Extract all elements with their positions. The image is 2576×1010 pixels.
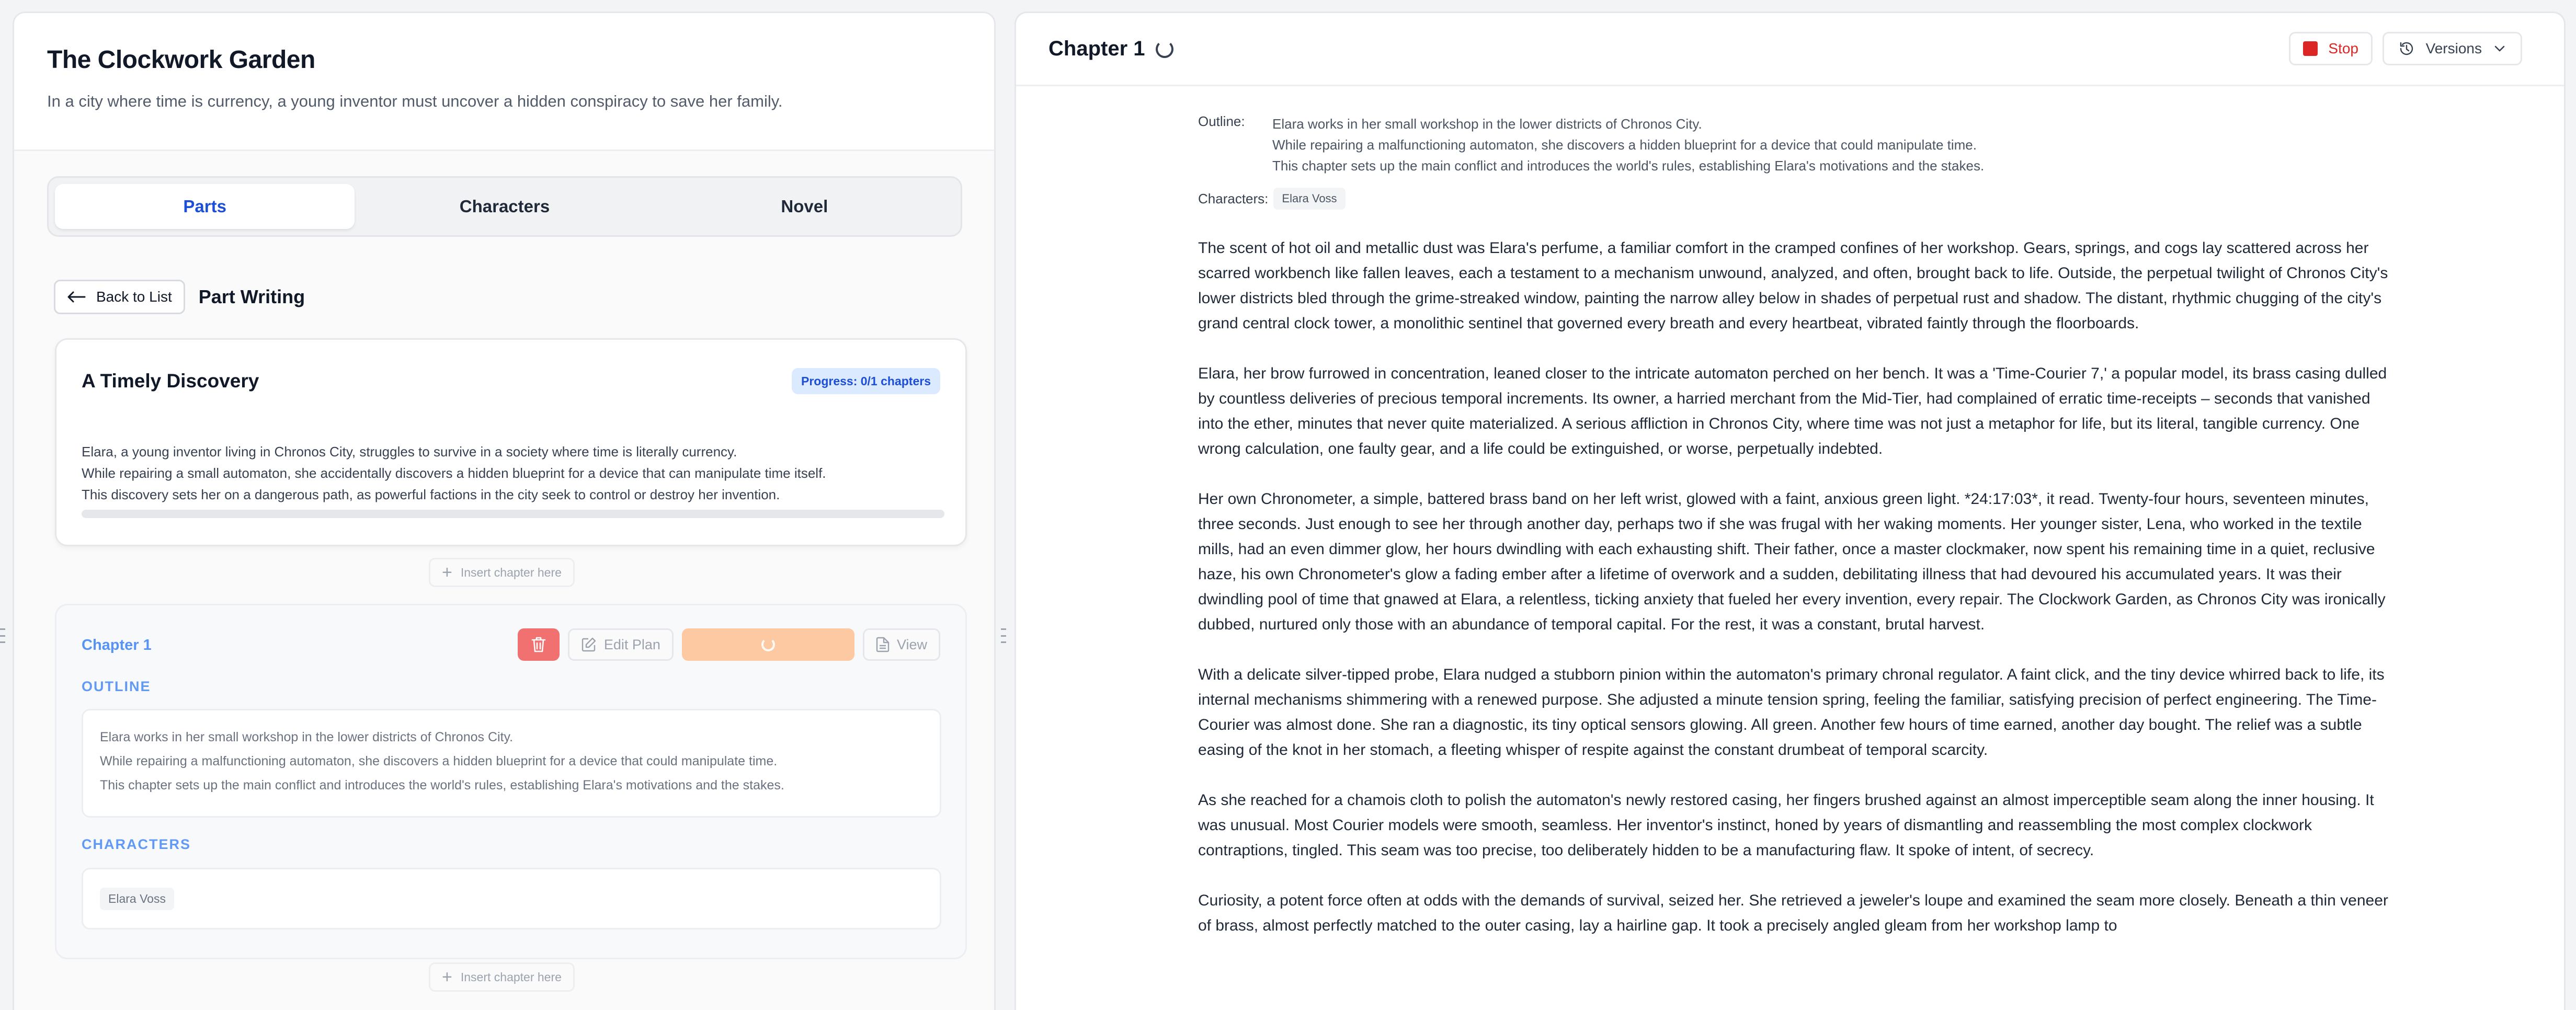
characters-label: Characters:	[1198, 190, 1269, 206]
project-header	[14, 13, 994, 151]
plus-icon: +	[442, 967, 452, 987]
outline-line: Elara works in her small workshop in the lower districts of Chronos City.	[100, 730, 514, 744]
outline-lines	[1272, 113, 1984, 176]
loading-spinner-icon	[1156, 40, 1173, 58]
resize-handle[interactable]	[1001, 628, 1007, 643]
tab-parts[interactable]: Parts	[55, 184, 355, 229]
edit-icon	[581, 637, 597, 652]
insert-chapter-button[interactable]	[429, 558, 575, 587]
edit-plan-button[interactable]	[568, 628, 674, 661]
chapter-outline	[82, 709, 941, 818]
chapter-card	[55, 604, 967, 959]
loading-spinner-icon	[761, 638, 775, 651]
insert-chapter-label: Insert chapter here	[460, 565, 562, 579]
view-label: View	[896, 636, 927, 652]
outline-line: While repairing a malfunctioning automaton, she discovers a hidden blueprint for a device that could manipulate time.	[100, 754, 778, 768]
stop-label: Stop	[2328, 40, 2358, 56]
reader-characters	[1198, 188, 2396, 210]
chapter-characters	[82, 868, 941, 929]
story-paragraph: With a delicate silver-tipped probe, Elara nudged a stubborn pinion within the automaton's primary chronal regulator. A faint click, and the tiny device whirred back to life, its internal mechanisms shimmering with a renewed purpose. She adjusted a minute tension spring, feeling the familiar, satisfying precision of perfect engineering. The Time-Courier was almost done. She ran a diagnostic, its tiny optical sensors glowing. All green. Another few hours of time earned, another day bought. The relief was a subtle easing of the knot in her stomach, a fleeting whisper of respite against the constant drumbeat of temporal scarcity.	[1198, 666, 2385, 759]
versions-label: Versions	[2425, 40, 2482, 56]
progress-bar	[82, 510, 944, 518]
generating-button[interactable]	[682, 628, 854, 661]
part-summary-line: This discovery sets her on a dangerous path, as powerful factions in the city seek to control or destroy her invention.	[82, 487, 780, 502]
resize-handle[interactable]	[0, 628, 6, 643]
part-summary-line: While repairing a small automaton, she accidentally discovers a hidden blueprint for a device that can manipulate time itself.	[82, 465, 826, 481]
chapter-label: Chapter 1	[82, 637, 152, 653]
edit-plan-label: Edit Plan	[603, 636, 660, 652]
reader-header	[1016, 13, 2564, 86]
progress-badge: Progress: 0/1 chapters	[792, 368, 940, 394]
outline-line: This chapter sets up the main conflict and introduces the world's rules, establishing Elara's motivations and the stakes.	[1272, 158, 1985, 174]
tab-novel[interactable]: Novel	[781, 197, 828, 216]
arrow-left-icon	[67, 291, 86, 303]
stop-icon	[2303, 41, 2318, 56]
history-icon	[2399, 41, 2414, 56]
characters-heading: CHARACTERS	[82, 836, 191, 852]
back-to-list-button[interactable]	[54, 280, 185, 314]
part-summary	[82, 441, 944, 506]
back-row	[54, 280, 305, 314]
part-writing-title: Part Writing	[198, 286, 305, 307]
character-chip: Elara Voss	[100, 888, 174, 910]
project-description: In a city where time is currency, a young inventor must uncover a hidden conspiracy to save her family.	[47, 92, 783, 110]
reader-title-text: Chapter 1	[1048, 37, 1145, 60]
tab-bar	[47, 176, 962, 237]
outline-line: While repairing a malfunctioning automaton, she discovers a hidden blueprint for a device that could manipulate time.	[1272, 137, 1977, 153]
project-title: The Clockwork Garden	[47, 46, 315, 74]
part-summary-line: Elara, a young inventor living in Chronos City, struggles to survive in a society where time is literally currency.	[82, 444, 737, 460]
story-paragraph: Her own Chronometer, a simple, battered brass band on her left wrist, glowed with a faint, anxious green light. *24:17:03*, it read. Twenty-four hours, seventeen minutes, three seconds. Just enough to see her through another day, perhaps two if she was frugal with her waking moments. Her younger sister, Lena, who worked in the textile mills, had an even dimmer glow, her hours dwindling with each exhausting shift. Their father, once a master clockmaker, now spent his remaining time in a quiet, reclusive haze, his own Chronometer's glow a fading ember after a lifetime of overwork and a sudden, debilitating illness that had devoured his accumulated years. It was their dwindling pool of time that gnawed at Elara, a relentless, ticking anxiety that fueled her every invention, every repair. The Clockwork Garden, as Chronos City was ironically dubbed, nurtured only those with an abundance of temporal capital. For the rest, it was a constant, brutal harvest.	[1198, 490, 2386, 633]
part-title: A Timely Discovery	[82, 370, 259, 392]
character-chip: Elara Voss	[1273, 188, 1345, 210]
back-to-list-label: Back to List	[96, 289, 172, 305]
versions-dropdown[interactable]	[2383, 32, 2522, 65]
reader-outline	[1198, 113, 2396, 176]
part-card	[55, 338, 967, 546]
reader-body	[1198, 113, 2396, 963]
tab-characters[interactable]: Characters	[459, 197, 550, 216]
insert-chapter-button[interactable]	[429, 962, 575, 992]
outline-line: Elara works in her small workshop in the lower districts of Chronos City.	[1272, 116, 1702, 132]
chapter-actions	[518, 628, 940, 661]
trash-icon	[531, 636, 546, 653]
stop-button[interactable]	[2289, 32, 2373, 65]
insert-chapter-label: Insert chapter here	[460, 970, 562, 984]
document-icon	[876, 637, 890, 652]
story-paragraph: Elara, her brow furrowed in concentration, leaned closer to the intricate automaton perched on her bench. It was a 'Time-Courier 7,' a popular model, its brass casing dulled by countless deliveries of precious temporal increments. Its owner, a harried merchant from the Mid-Tier, had complained of erratic time-receipts – seconds that vanished into the ether, minutes that never quite materialized. A serious affliction in Chronos City, where time was not just a metaphor for life, but its literal, tangible currency. One wrong calculation, one faulty gear, and a life could be extinguished, or worse, perpetually indebted.	[1198, 365, 2387, 457]
view-button[interactable]	[863, 628, 940, 661]
chapter-text	[1198, 236, 2396, 938]
story-paragraph: As she reached for a chamois cloth to polish the automaton's newly restored casing, her fingers brushed against an almost imperceptible seam along the inner housing. It was unusual. Most Courier models were smooth, seamless. Her inventor's instinct, honed by years of dismantling and reassembling the most complex clockwork contraptions, tingled. This seam was too precise, too deliberately hidden to be a manufacturing flaw. It spoke of intent, of secrecy.	[1198, 791, 2374, 859]
reader-title	[1048, 37, 1173, 61]
outline-heading: OUTLINE	[82, 679, 151, 694]
story-paragraph: The scent of hot oil and metallic dust was Elara's perfume, a familiar comfort in the cramped confines of her workshop. Gears, springs, and cogs lay scattered across her scarred workbench like fallen leaves, each a testament to a mechanism unwound, analyzed, and often, brought back to life. Outside, the perpetual twilight of Chronos City's lower districts bled through the grime-streaked window, painting the narrow alley below in shades of perpetual rust and shadow. The distant, rhythmic chugging of the city's grand central clock tower, a monolithic sentinel that governed every breath and every heartbeat, vibrated faintly through the floorboards.	[1198, 239, 2388, 332]
left-panel	[13, 12, 996, 1010]
outline-label: Outline:	[1198, 113, 1245, 129]
outline-line: This chapter sets up the main conflict and introduces the world's rules, establishing Elara's motivations and the stakes.	[100, 778, 784, 793]
plus-icon: +	[442, 563, 452, 582]
chevron-down-icon	[2493, 44, 2506, 53]
story-paragraph: Curiosity, a potent force often at odds with the demands of survival, seized her. She retrieved a jeweler's loupe and examined the seam more closely. Beneath a thin veneer of brass, almost perfectly matched to the outer casing, lay a hairline gap. It took a precisely angled gleam from her workshop lamp to	[1198, 892, 2388, 934]
chapter-reader-panel	[1015, 12, 2566, 1010]
delete-chapter-button[interactable]	[518, 628, 560, 661]
